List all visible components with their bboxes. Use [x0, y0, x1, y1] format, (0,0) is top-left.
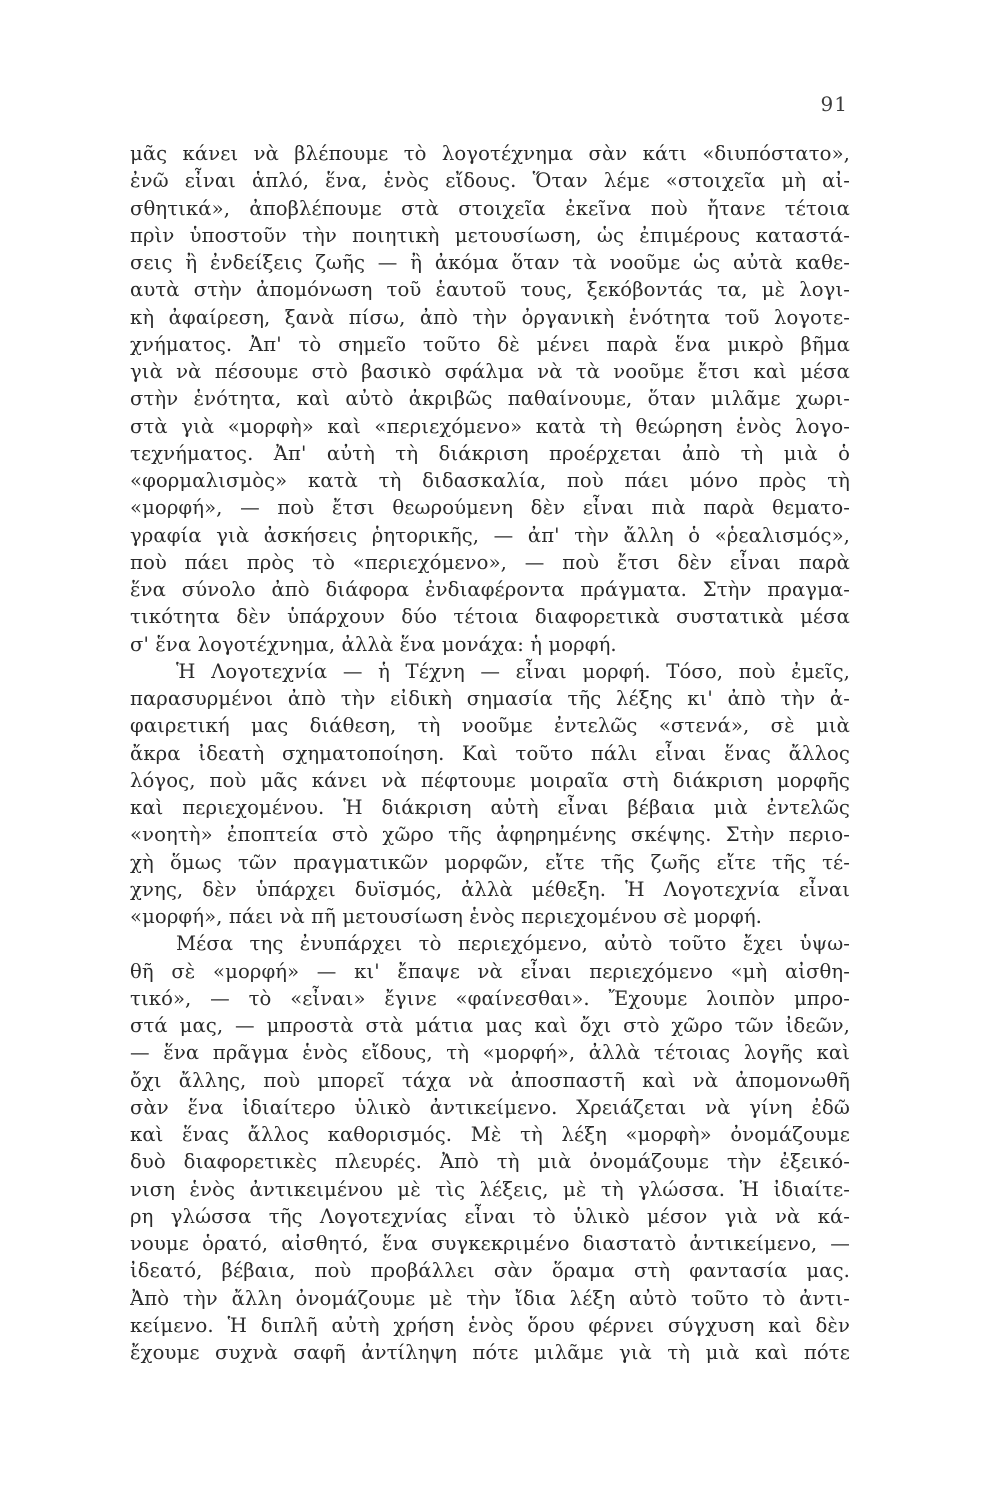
text-line: «φορμαλισμὸς» κατὰ τὴ διδασκαλία, ποὺ πάει μόνο πρὸς τὴ [130, 469, 850, 492]
text-line: «μορφή», πάει νὰ πῆ μετουσίωση ἑνὸς περιεχομένου σὲ μορφή. [130, 905, 762, 928]
text-line: φαιρετική μας διάθεση, τὴ νοοῦμε ἐντελῶς «στενά», σὲ μιὰ [130, 714, 850, 738]
text-line: νουμε ὁρατό, αἰσθητό, ἕνα συγκεκριμένο διαστατὸ ἀντικείμενο, — [130, 1232, 850, 1255]
text-line: παρασυρμένοι ἀπὸ τὴν εἰδικὴ σημασία τῆς λέξης κι' ἀπὸ τὴν ἀ- [130, 687, 850, 710]
text-line: γιὰ νὰ πέσουμε στὸ βασικὸ σφάλμα νὰ τὰ νοοῦμε ἔτσι καὶ μέσα [130, 360, 850, 383]
text-line: στά μας, — μπροστὰ στὰ μάτια μας καὶ ὄχι στὸ χῶρο τῶν ἰδεῶν, [130, 1014, 850, 1037]
text-line: ἕνα σύνολο ἀπὸ διάφορα ἐνδιαφέροντα πράγματα. Στὴν πραγμα- [130, 578, 850, 601]
text-line: ἄκρα ἰδεατὴ σχηματοποίηση. Καὶ τοῦτο πάλι εἶναι ἕνας ἄλλος [130, 741, 850, 765]
text-line: σ' ἕνα λογοτέχνημα, ἀλλὰ ἕνα μονάχα: ἡ μορφή. [130, 632, 617, 656]
text-line: σεις ἢ ἐνδείξεις ζωῆς — ἢ ἀκόμα ὅταν τὰ νοοῦμε ὡς αὐτὰ καθε- [130, 251, 850, 274]
text-line: σθητικά», ἀποβλέπουμε στὰ στοιχεῖα ἐκεῖνα ποὺ ἤτανε τέτοια [130, 196, 850, 220]
text-line: αυτὰ στὴν ἀπομόνωση τοῦ ἑαυτοῦ τους, ξεκόβοντάς τα, μὲ λογι- [130, 278, 850, 302]
text-line: ἔχουμε συχνὰ σαφῆ ἀντίληψη πότε μιλᾶμε γιὰ τὴ μιὰ καὶ πότε [130, 1341, 850, 1364]
text-line: σὰν ἕνα ἰδιαίτερο ὑλικὸ ἀντικείμενο. Χρειάζεται νὰ γίνη ἐδῶ [130, 1095, 850, 1119]
text-line: δυὸ διαφορετικὲς πλευρές. Ἀπὸ τὴ μιὰ ὀνομάζουμε τὴν ἐξεικό- [130, 1150, 850, 1174]
text-line: θῆ σὲ «μορφή» — κι' ἔπαψε νὰ εἶναι περιεχόμενο «μὴ αἰσθη- [130, 959, 850, 983]
text-line: τικό», — τὸ «εἶναι» ἔγινε «φαίνεσθαι». Ἔχουμε λοιπὸν μπρο- [130, 986, 850, 1010]
text-line: ἐνῶ εἶναι ἁπλό, ἕνα, ἑνὸς εἴδους. Ὅταν λέμε «στοιχεῖα μὴ αἰ- [130, 169, 850, 193]
text-line: λόγος, ποὺ μᾶς κάνει νὰ πέφτουμε μοιραῖα στὴ διάκριση μορφῆς [130, 768, 850, 792]
text-line: μᾶς κάνει νὰ βλέπουμε τὸ λογοτέχνημα σὰν κάτι «διυπόστατο», [130, 142, 850, 165]
paragraph-start-line: Μέσα της ἐνυπάρχει τὸ περιεχόμενο, αὐτὸ τοῦτο ἔχει ὑψω- [176, 932, 850, 956]
text-line: — ἕνα πρᾶγμα ἑνὸς εἴδους, τὴ «μορφή», ἀλλὰ τέτοιας λογῆς καὶ [130, 1041, 850, 1065]
text-line: τεχνήματος. Ἀπ' αὐτὴ τὴ διάκριση προέρχεται ἀπὸ τὴ μιὰ ὁ [130, 441, 850, 465]
text-line: στὰ γιὰ «μορφὴ» καὶ «περιεχόμενο» κατὰ τὴ θεώρηση ἑνὸς λογο- [130, 414, 850, 438]
text-line: νιση ἑνὸς ἀντικειμένου μὲ τὶς λέξεις, μὲ τὴ γλώσσα. Ἡ ἰδιαίτε- [130, 1177, 850, 1201]
text-line: ὄχι ἄλλης, ποὺ μπορεῖ τάχα νὰ ἀποσπαστῆ καὶ νὰ ἀπομονωθῆ [130, 1068, 850, 1092]
text-line: κὴ ἀφαίρεση, ξανὰ πίσω, ἀπὸ τὴν ὀργανικὴ ἑνότητα τοῦ λογοτε- [130, 305, 850, 329]
text-line: τικότητα δὲν ὑπάρχουν δύο τέτοια διαφορετικὰ συστατικὰ μέσα [130, 605, 850, 629]
text-line: ἰδεατό, βέβαια, ποὺ προβάλλει σὰν ὅραμα στὴ φαντασία μας. [130, 1259, 850, 1283]
text-line: «μορφή», — ποὺ ἔτσι θεωρούμενη δὲν εἶναι πιὰ παρὰ θεματο- [130, 496, 850, 520]
text-line: καὶ περιεχομένου. Ἡ διάκριση αὐτὴ εἶναι βέβαια μιὰ ἐντελῶς [130, 796, 850, 819]
body-text [130, 140, 850, 1366]
text-line: ποὺ πάει πρὸς τὸ «περιεχόμενο», — ποὺ ἔτσι δὲν εἶναι παρὰ [130, 550, 850, 574]
text-line: χὴ ὅμως τῶν πραγματικῶν μορφῶν, εἴτε τῆς ζωῆς εἴτε τῆς τέ- [130, 850, 850, 874]
text-line: καὶ ἕνας ἄλλος καθορισμός. Μὲ τὴ λέξη «μορφὴ» ὀνομάζουμε [130, 1123, 850, 1146]
text-line: Ἀπὸ τὴν ἄλλη ὀνομάζουμε μὲ τὴν ἴδια λέξη αὐτὸ τοῦτο τὸ ἀντι- [130, 1286, 850, 1310]
text-line: στὴν ἑνότητα, καὶ αὐτὸ ἀκριβῶς παθαίνουμε, ὅταν μιλᾶμε χωρι- [130, 387, 850, 411]
text-line: κείμενο. Ἡ διπλῆ αὐτὴ χρήση ἑνὸς ὅρου φέρνει σύγχυση καὶ δὲν [130, 1313, 850, 1337]
text-line: «νοητὴ» ἐποπτεία στὸ χῶρο τῆς ἀφηρημένης σκέψης. Στὴν περιο- [130, 823, 850, 847]
text-line: πρὶν ὑποστοῦν τὴν ποιητικὴ μετουσίωση, ὡς ἐπιμέρους καταστά- [130, 223, 850, 247]
text-line: χνήματος. Ἀπ' τὸ σημεῖο τοῦτο δὲ μένει παρὰ ἕνα μικρὸ βῆμα [130, 332, 850, 356]
paragraph-start-line: Ἡ Λογοτεχνία — ἡ Τέχνη — εἶναι μορφή. Τόσο, ποὺ ἐμεῖς, [176, 659, 850, 683]
text-line: γραφία γιὰ ἀσκήσεις ῥητορικῆς, — ἀπ' τὴν ἄλλη ὁ «ῥεαλισμός», [130, 523, 850, 547]
page-number: 91 [820, 92, 848, 116]
text-line: χνης, δὲν ὑπάρχει δυϊσμός, ἀλλὰ μέθεξη. Ἡ Λογοτεχνία εἶναι [130, 877, 850, 901]
text-line: ρη γλώσσα τῆς Λογοτεχνίας εἶναι τὸ ὑλικὸ μέσον γιὰ νὰ κά- [130, 1204, 850, 1228]
